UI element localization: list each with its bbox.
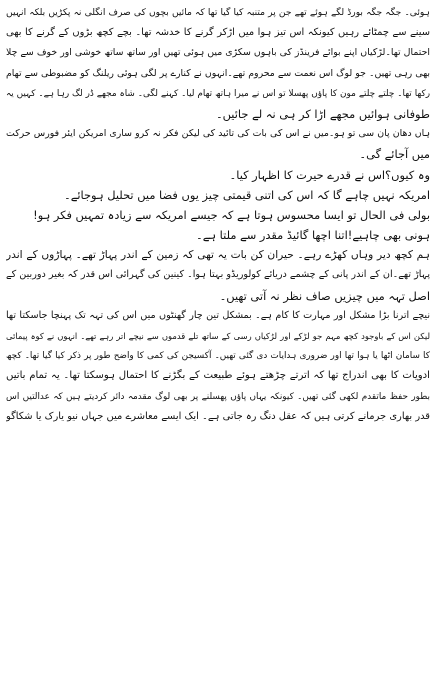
- paragraph: [6, 165, 430, 185]
- paragraph: [6, 185, 430, 205]
- text-line: رکھا تھا۔ چلتے چلتے مون کا پاؤں پھسلا تو اس نے میرا ہاتھ تھام لیا۔ کہنے لگی۔ شاہ مجھے ڈر لگ رہا ہے۔ کہیں یہ: [6, 88, 430, 99]
- text-line: لیکن اس کے باوجود کچھ مہم جو لڑکے اور لڑکیاں رسی کے ساتھ تلے قدموں سے نیچے اتر رہے تھے۔ انہوں نے کوہ پیمائی: [6, 331, 430, 341]
- text-line: سینے سے چمٹائے رہیں کیونکہ اس تیز ہوا میں اڑکر گرنے کا خدشہ تھا۔ بچے کچھ بڑوں کے گرنے کا بھی: [6, 27, 430, 39]
- paragraph: [6, 124, 430, 164]
- paragraph: [6, 245, 430, 306]
- paragraph: [6, 3, 430, 124]
- text-line: بولی فی الحال تو ایسا محسوس ہوتا ہے کہ جیسے امریکہ سے زیادہ تمہیں فکر ہو!: [33, 207, 430, 222]
- text-line: ہونی بھی چاہیے!اتنا اچھا گائیڈ مقدر سے ملتا ہے۔: [196, 228, 430, 243]
- text-line: پہاڑ تھے۔ان کے اندر پانی کے چشمے دریائے کولوریڈو بہتا ہوا۔ کینین کی گہرائی اس قدر کہ بغیر دوربین کے: [6, 269, 430, 281]
- text-line: میں آجائے گی۔: [359, 147, 430, 162]
- text-line: وہ کیوں؟اس نے قدرے حیرت کا اظہار کیا۔: [229, 167, 430, 182]
- paragraph: [6, 306, 430, 427]
- text-line: اصل تہہ میں چیزیں صاف نظر نہ آتی تھیں۔: [219, 288, 430, 303]
- text-line: نیچے اترنا بڑا مشکل اور مہارت کا کام ہے۔ بمشکل تین چار گھنٹوں میں اس کی تہہ تک پہنچا جاسکتا تھا: [6, 309, 430, 321]
- text-line: ادویات کا بھی اندراج تھا کہ اترتے چڑھتے ہوئے طبیعت کے بگڑنے کا احتمال ہوسکتا تھا۔ یہ تمام باتیں: [6, 370, 430, 382]
- text-line: بھی رہی تھیں۔ جو لوگ اس نعمت سے محروم تھے۔انہوں نے کنارے پر لگی ہوئی ریلنگ کو مضبوطی سے تھام: [6, 67, 430, 79]
- paragraph: [6, 225, 430, 245]
- text-line: ہاں دھان پان سی تو ہو۔میں نے اس کی بات کی تائید کی لیکن فکر نہ کرو ساری امریکن ایئر فورس حرکت: [6, 128, 430, 140]
- text-line: بطور حفظ ماتقدم لکھی گئی تھیں۔ کیونکہ یہاں پاؤں پھسلنے پر بھی لوگ مقدمہ دائر کردیتے ہیں کہ عدالتیں اس: [6, 391, 430, 402]
- paragraph: [6, 205, 430, 225]
- text-line: کا سامان اٹھا یا ہوا تھا اور ضروری ہدایات دی گئی تھیں۔ آکسیجن کی کمی کا واضح طور پر ذکر کیا گیا تھا۔ کچھ: [6, 351, 430, 362]
- text-line: قدر بھاری جرمانے کرتی ہیں کہ عقل دنگ رہ جاتی ہے۔ ایک ایسے معاشرے میں جہاں نیو یارک یا شکاگو: [6, 410, 430, 422]
- text-line: ہوئی۔ جگہ جگہ بورڈ لگے ہوئے تھے جن پر متنبہ کیا گیا تھا کہ مائیں بچوں کی صرف انگلی نہ پکڑیں بلکہ انہیں: [6, 8, 430, 18]
- text-line: طوفانی ہوائیں مجھے اڑا کر ہی نہ لے جائیں۔: [215, 106, 430, 121]
- text-line: احتمال تھا۔لڑکیاں اپنے بوائے فرینڈز کی باہوں سکڑی میں ہوئی تھیں اور ساتھ ساتھ خوشی اور خوف سے چلا: [6, 47, 430, 59]
- text-line: امریکہ نہیں چاہے گا کہ اس کی اتنی قیمتی چیز یوں فضا میں تحلیل ہوجائے۔: [64, 187, 430, 202]
- text-line: ہم کچھ دیر وہاں کھڑے رہے۔ حیران کن بات یہ تھی کہ زمین کے اندر پہاڑ تھے۔ پہاڑوں کے اندر: [6, 248, 430, 262]
